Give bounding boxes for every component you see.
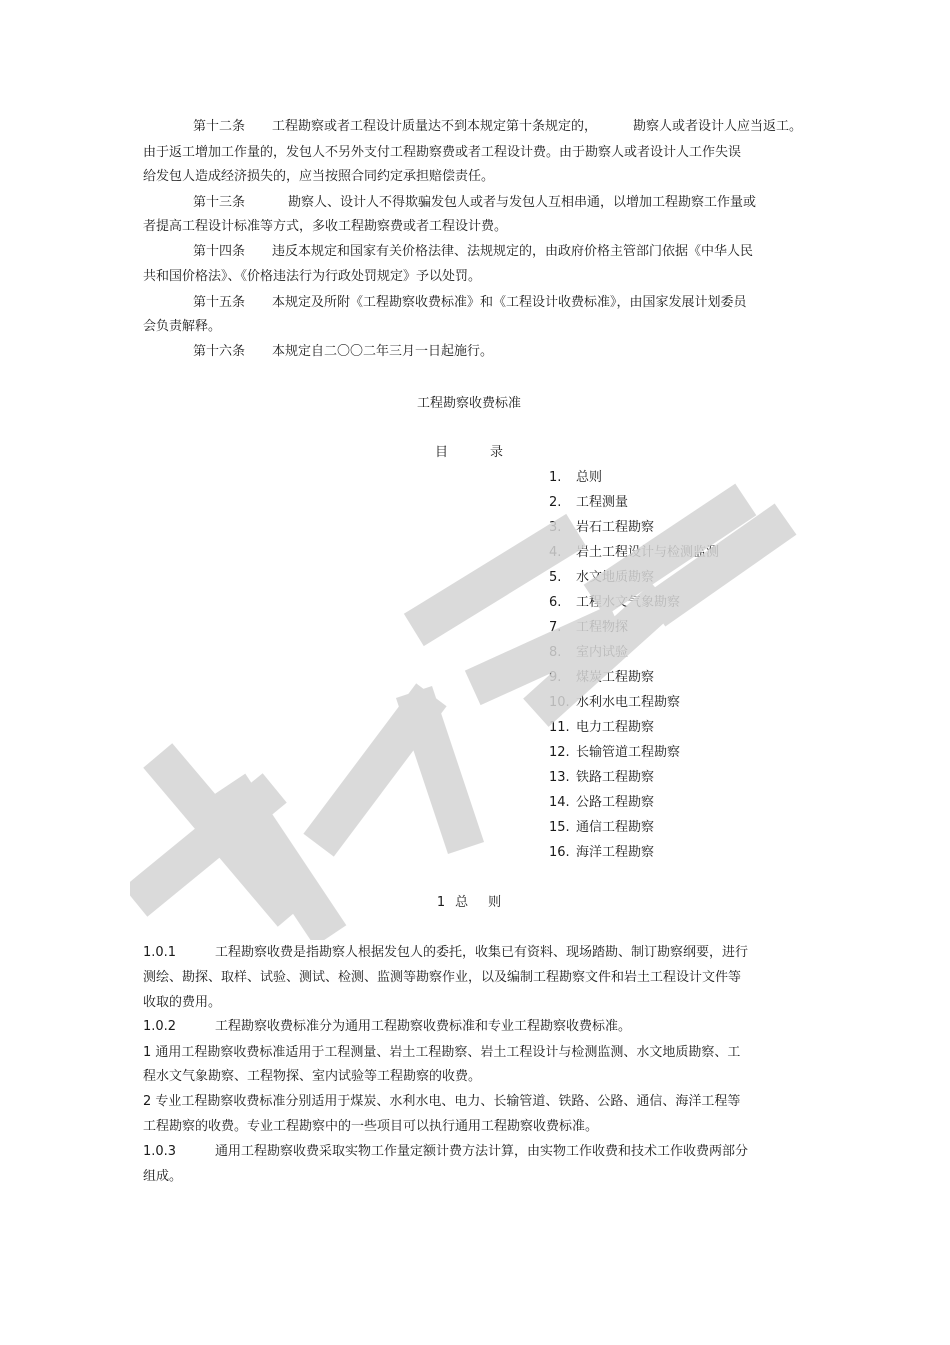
clause-1-0-3 [143,1143,748,1161]
clause-number: 1.0.1 [143,945,177,960]
clause-text: 1 通用工程勘察收费标准适用于工程测量、岩土工程勘察、岩土工程设计与检测监测、水文地质勘察、工 [143,1045,741,1060]
clause-1-0-2 [143,1018,631,1036]
clause-text: 组成。 [143,1169,183,1184]
toc-item[interactable]: 4. 岩土工程设计与检测监测 [549,545,720,560]
article-12 [193,118,802,136]
toc-item[interactable]: 9. 煤炭工程勘察 [549,670,655,685]
standard-title: 工程勘察收费标准 [416,396,521,411]
article-number: 第十三条 [193,195,246,210]
article-16 [193,343,493,361]
article-text: 勘察人或者设计人应当返工。 [633,119,803,134]
clause-1-0-1 [143,944,748,962]
toc-item[interactable]: 1. 总则 [549,470,603,485]
toc-item[interactable]: 14. 公路工程勘察 [549,795,655,810]
clause-text: 测绘、勘探、取样、试验、测试、检测、监测等勘察作业，以及编制工程勘察文件和岩土工程设计文件等 [143,970,742,985]
toc-heading: 目 录 [434,445,504,460]
clause-text: 工程勘察的收费。专业工程勘察中的一些项目可以执行通用工程勘察收费标准。 [143,1119,599,1134]
clause-text: 2 专业工程勘察收费标准分别适用于煤炭、水利水电、电力、长输管道、铁路、公路、通信、海洋工程等 [143,1094,741,1109]
toc-item[interactable]: 8. 室内试验 [549,645,629,660]
clause-number: 1.0.2 [143,1019,177,1034]
toc-item[interactable]: 16. 海洋工程勘察 [549,845,655,860]
toc-item[interactable]: 5. 水文地质勘察 [549,570,655,585]
clause-text: 通用工程勘察收费采取实物工作量定额计费方法计算，由实物工作收费和技术工作收费两部分 [215,1144,749,1159]
article-text: 由于返工增加工作量的，发包人不另外支付工程勘察费或者工程设计费。由于勘察人或者设计人工作失误 [143,145,742,160]
article-text: 者提高工程设计标准等方式，多收工程勘察费或者工程设计费。 [143,219,508,234]
toc-item[interactable]: 10. 水利水电工程勘察 [549,695,681,710]
article-13 [193,194,756,212]
clause-text: 程水文气象勘察、工程物探、室内试验等工程勘察的收费。 [143,1069,482,1084]
article-text: 勘察人、设计人不得欺骗发包人或者与发包人互相串通，以增加工程勘察工作量或 [288,195,757,210]
article-text: 共和国价格法》、《价格违法行为行政处罚规定》予以处罚。 [143,269,482,284]
clause-text: 收取的费用。 [143,995,222,1010]
article-text: 会负责解释。 [143,319,222,334]
article-text: 违反本规定和国家有关价格法律、法规规定的，由政府价格主管部门依据《中华人民 [272,244,754,259]
toc-item[interactable]: 2. 工程测量 [549,495,629,510]
toc-item[interactable]: 13. 铁路工程勘察 [549,770,655,785]
article-number: 第十四条 [193,244,246,259]
watermark-strokes [150,510,770,920]
article-text: 本规定及所附《工程勘察收费标准》和《工程设计收费标准》，由国家发展计划委员 [272,295,747,310]
article-15 [193,294,747,312]
clause-text: 工程勘察收费标准分为通用工程勘察收费标准和专业工程勘察收费标准。 [215,1019,632,1034]
article-text: 工程勘察或者工程设计质量达不到本规定第十条规定的， [272,119,598,134]
clause-text: 工程勘察收费是指勘察人根据发包人的委托，收集已有资料、现场踏勘、制订勘察纲要，进行 [215,945,749,960]
article-14 [193,243,753,261]
toc-item[interactable]: 15. 通信工程勘察 [549,820,655,835]
toc-item[interactable]: 12. 长输管道工程勘察 [549,745,681,760]
toc-item[interactable]: 6. 工程水文气象勘察 [549,595,681,610]
toc-item[interactable]: 11. 电力工程勘察 [549,720,655,735]
article-number: 第十五条 [193,295,246,310]
article-text: 本规定自二〇〇二年三月一日起施行。 [272,344,494,359]
clause-number: 1.0.3 [143,1144,177,1159]
watermark-graphic [130,470,830,940]
article-number: 第十二条 [193,119,246,134]
article-text: 给发包人造成经济损失的，应当按照合同约定承担赔偿责任。 [143,169,495,184]
chapter-heading: 1 总 则 [436,895,502,910]
toc-item[interactable]: 7. 工程物探 [549,620,629,635]
toc-item[interactable]: 3. 岩石工程勘察 [549,520,655,535]
article-number: 第十六条 [193,344,246,359]
